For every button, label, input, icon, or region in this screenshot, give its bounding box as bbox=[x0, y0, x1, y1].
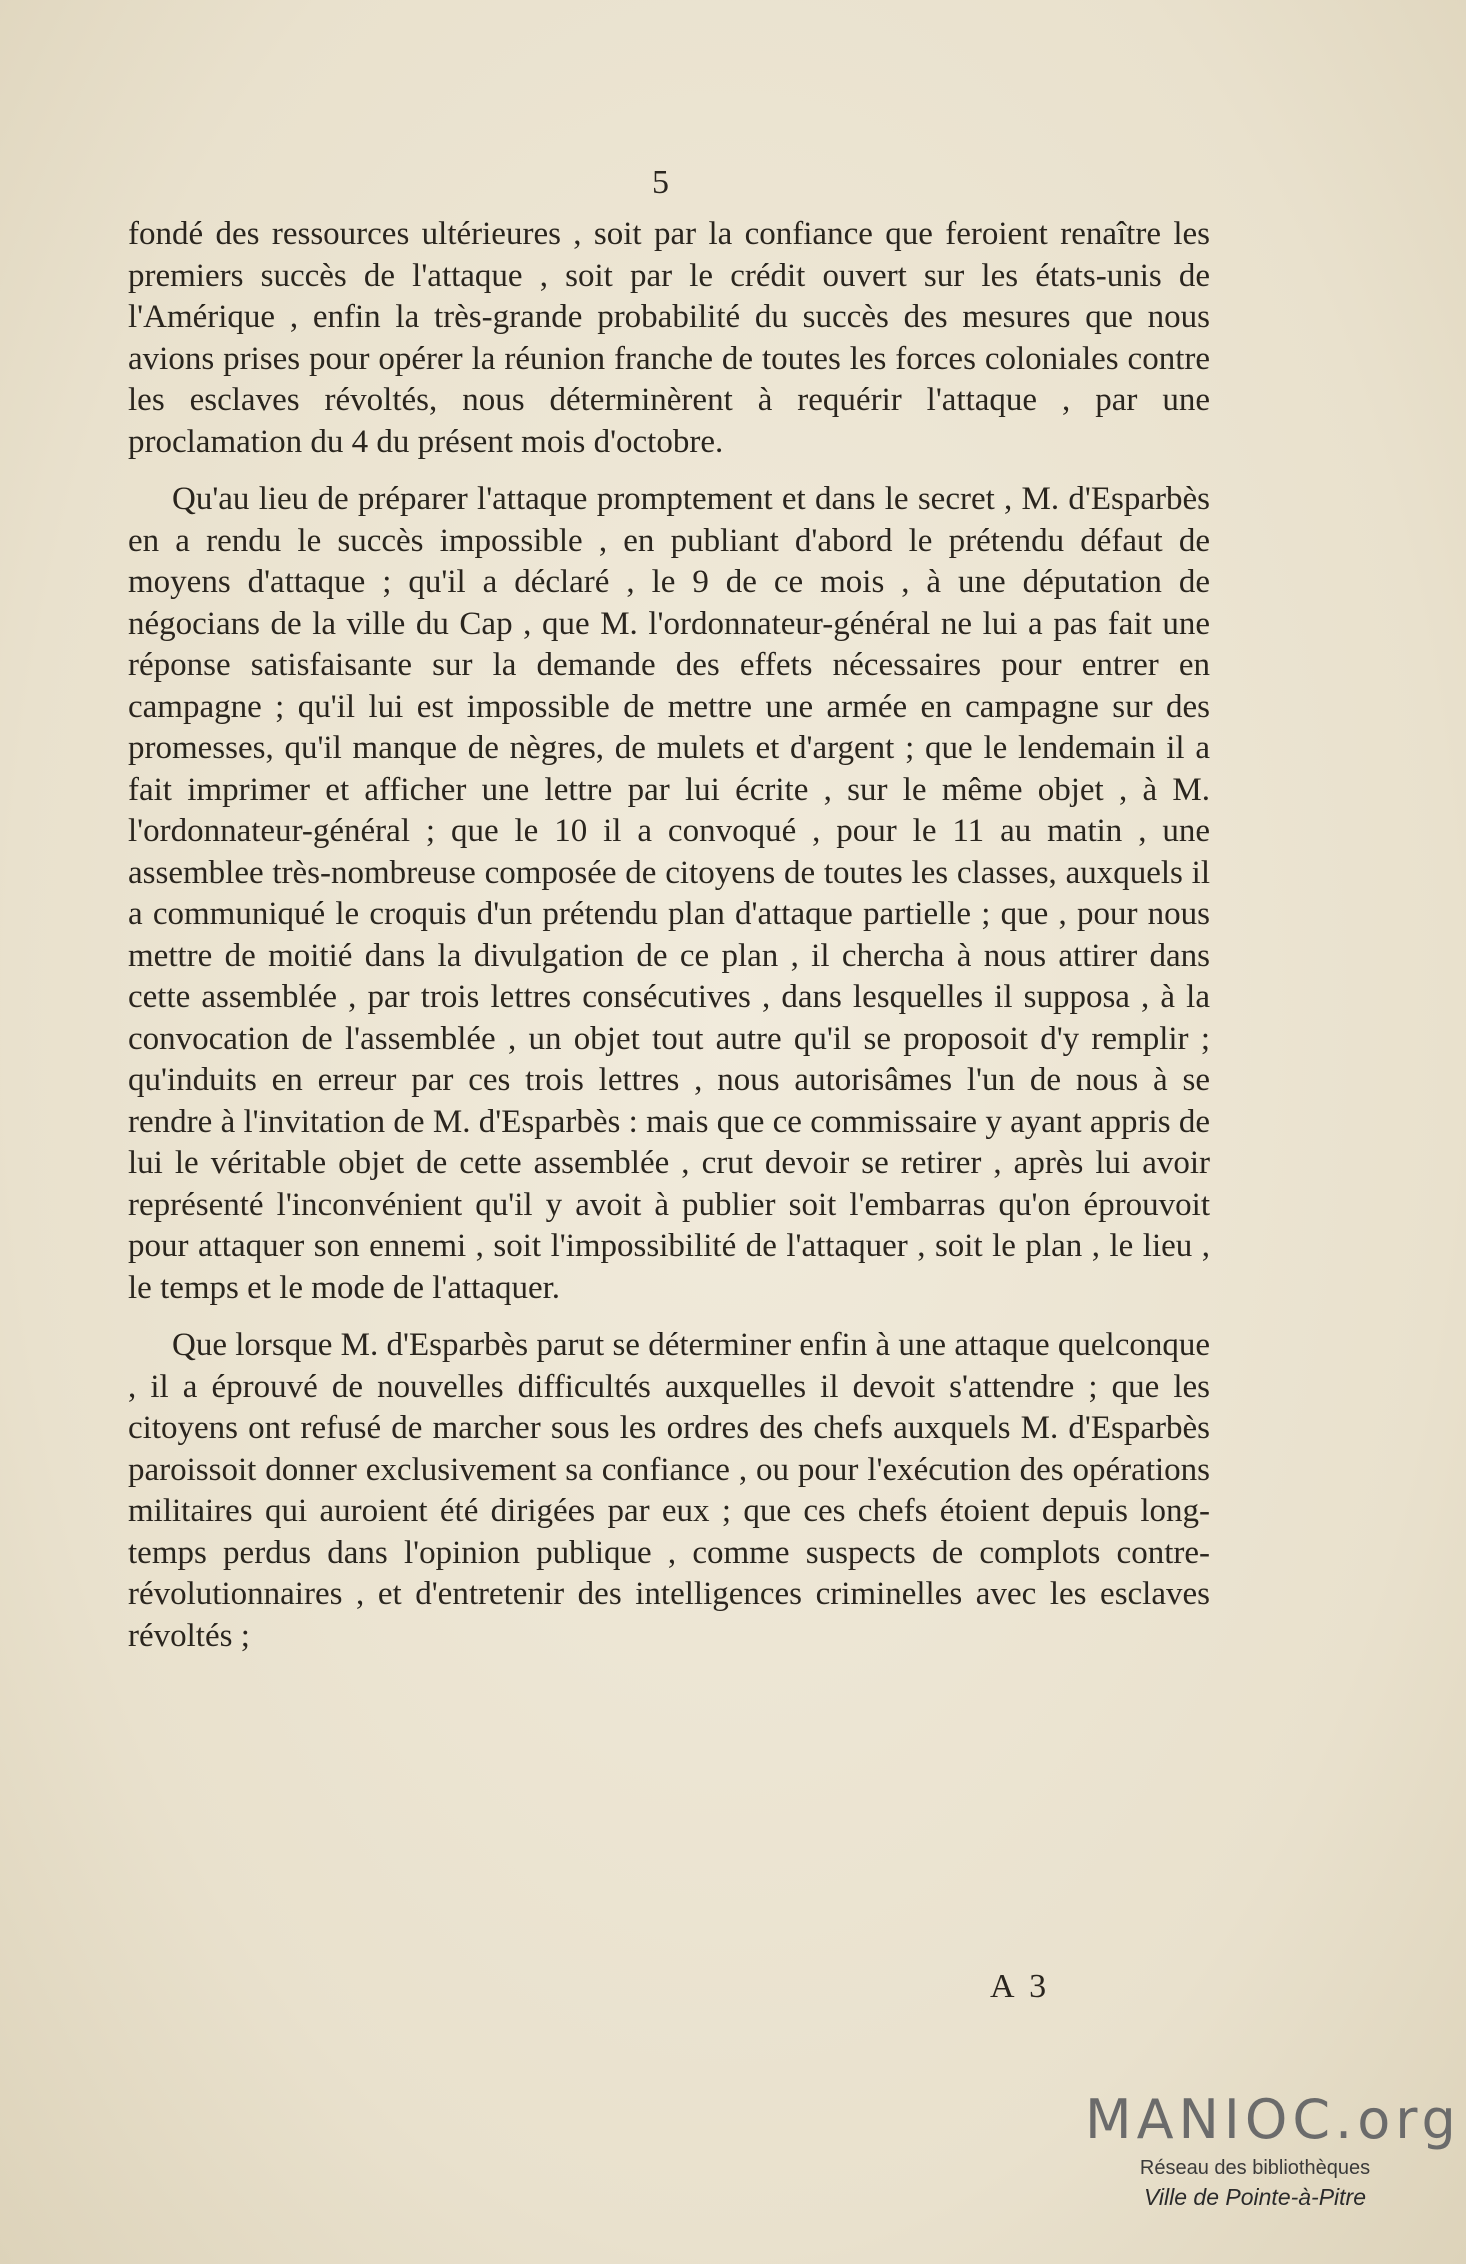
page-number: 5 bbox=[652, 164, 669, 201]
watermark-city: Ville de Pointe-à-Pitre bbox=[1143, 2184, 1367, 2210]
manioc-watermark bbox=[1085, 2088, 1461, 2211]
paragraph-2: Qu'au lieu de préparer l'attaque promptement et dans le secret , M. d'Esparbès en a rendu le succès impossible , en publiant d'abord le prétendu défaut de moyens d'attaque ; qu'il a déclaré , le 9 de ce mois , à une députation de négocians de la ville du Cap , que M. l'ordonnateur-général ne lui a pas fait une réponse satisfaisante sur la demande des effets nécessaires pour entrer en campagne ; qu'il lui est impossible de mettre une armée en campagne sur des promesses, qu'il manque de nègres, de mulets et d'argent ; que le lendemain il a fait imprimer et afficher une lettre par lui écrite , sur le même objet , à M. l'ordonnateur-général ; que le 10 il a convoqué , pour le 11 au matin , une assemblee très-nombreuse composée de citoyens de toutes les classes, auxquels il a communiqué le croquis d'un prétendu plan d'attaque partielle ; que , pour nous mettre de moitié dans la divulgation de ce plan , il chercha à nous attirer dans cette assemblée , par trois lettres consécutives , dans lesquelles il supposa , à la convocation de l'assemblée , un objet tout autre qu'il se proposoit d'y remplir ; qu'induits en erreur par ces trois lettres , nous autorisâmes l'un de nous à se rendre à l'invitation de M. d'Esparbès : mais que ce commissaire y ayant appris de lui le véritable objet de cette assemblée , crut devoir se retirer , après lui avoir représenté l'inconvénient qu'il y avoit à publier soit l'embarras qu'on éprouvoit pour attaquer son ennemi , soit l'impossibilité de l'attaquer , soit le plan , le lieu , le temps et le mode de l'attaquer. bbox=[128, 481, 1210, 1306]
paragraph-3: Que lorsque M. d'Esparbès parut se déterminer enfin à une attaque quelconque , il a éprouvé de nouvelles difficultés auxquelles il devoit s'attendre ; que les citoyens ont refusé de marcher sous les ordres des chefs auxquels M. d'Esparbès paroissoit donner exclusivement sa confiance , ou pour l'exécution des opérations militaires qui auroient été dirigées par eux ; que ces chefs étoient depuis long-temps perdus dans l'opinion publique , comme suspects de complots contre-révolutionnaires , et d'entretenir des intelligences criminelles avec les esclaves révoltés ; bbox=[128, 1327, 1210, 1654]
body-text bbox=[128, 214, 1210, 1657]
signature-mark: A 3 bbox=[990, 1968, 1051, 2005]
manioc-logo: MANIOC.org bbox=[1085, 2088, 1461, 2151]
watermark-network: Réseau des bibliothèques bbox=[1139, 2157, 1371, 2179]
paragraph-1: fondé des ressources ultérieures , soit par la confiance que feroient renaître les premiers succès de l'attaque , soit par le crédit ouvert sur les états-unis de l'Amérique , enfin la très-grande probabilité du succès des mesures que nous avions prises pour opérer la réunion franche de toutes les forces coloniales contre les esclaves révoltés, nous déterminèrent à requérir l'attaque , par une proclamation du 4 du présent mois d'octobre. bbox=[128, 216, 1210, 460]
